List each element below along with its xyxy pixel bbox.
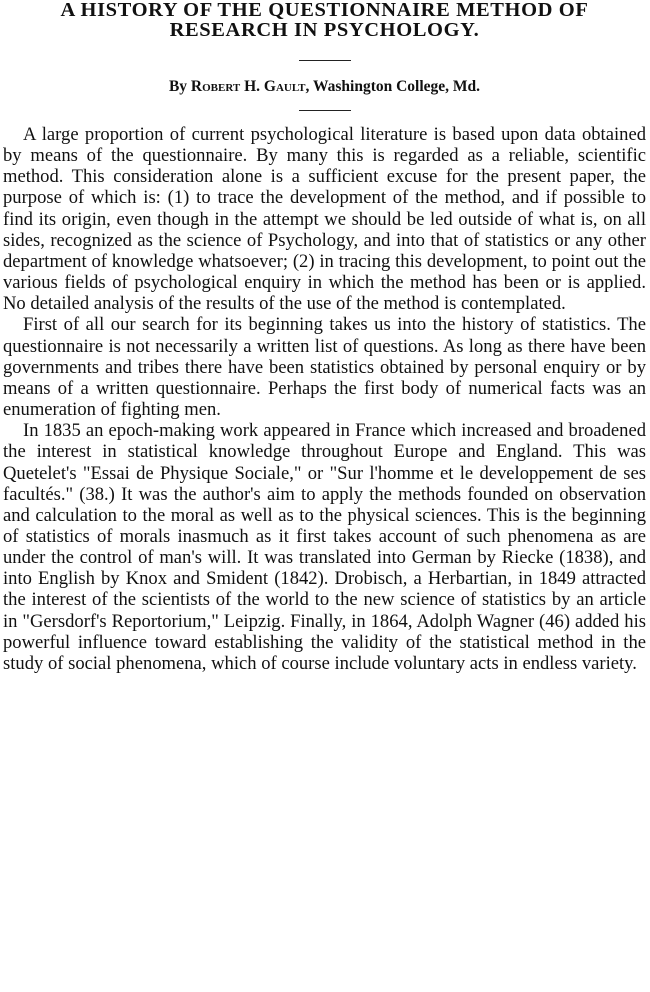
article-title [3, 0, 646, 40]
author-name: Robert H. Gault [190, 78, 306, 95]
paragraph-1: A large proportion of current psychological literature is based upon data obtained by means of the questionnaire. By many this is regarded as a reliable, scientific method. This consideration alone is a sufficient excuse for the present paper, the purpose of which is: (1) to trace the development of the method, and if possible to find its origin, even though in the attempt we should be led outside of what is, on all sides, recognized as the science of Psychology, and into that of statistics or any other department of knowledge whatsoever; (2) in tracing this development, to point out the various fields of psychological enquiry in which the method has been or is applied. No detailed analysis of the results of the use of the method is contemplated. [3, 124, 646, 315]
author-affiliation: , Washington College, Md. [305, 78, 481, 95]
paragraph-3: In 1835 an epoch-making work appeared in France which increased and broadened the interest in statistical knowledge throughout Europe and England. This was Quetelet's "Essai de Physique Sociale," or "Sur l'homme et le developpement de ses facultés." (38.) It was the author's aim to apply the methods founded on observation and calculation to the moral as well as to the physical sciences. This is the beginning of statistics of morals inasmuch as it first takes account of such phenomena as are under the control of man's will. It was translated into German by Riecke (1838), and into English by Knox and Smident (1842). Drobisch, a Herbartian, in 1849 attracted the interest of the scientists of the world to the new science of statistics by an article in "Gersdorf's Reportorium," Leipzig. Finally, in 1864, Adolph Wagner (46) added his powerful influence toward establishing the validity of the statistical method in the study of social phenomena, which of course include voluntary acts in endless variety. [3, 420, 646, 674]
byline-prefix: By [168, 78, 191, 95]
byline-divider [299, 110, 351, 111]
article-title-line-2: RESEARCH IN PSYCHOLOGY. [169, 19, 480, 41]
article-body [3, 124, 646, 674]
article-title-line-1: A HISTORY OF THE QUESTIONNAIRE METHOD OF [60, 0, 589, 21]
title-divider [299, 60, 351, 61]
byline [3, 78, 646, 96]
paragraph-2: First of all our search for its beginning takes us into the history of statistics. The questionnaire is not necessarily a written list of questions. As long as there have been governments and tribes there have been statistics obtained by personal enquiry or by means of a written questionnaire. Perhaps the first body of numerical facts was an enumeration of fighting men. [3, 314, 646, 421]
